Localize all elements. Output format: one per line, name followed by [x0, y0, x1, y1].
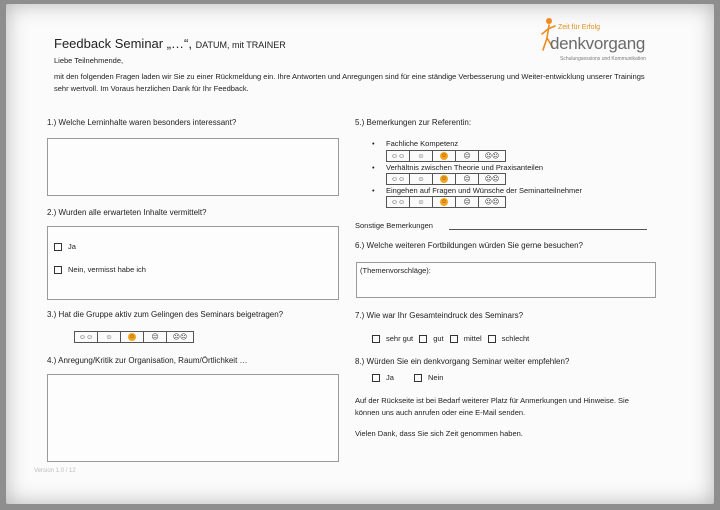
q1-label: 1.) Welche Lerninhalte waren besonders interessant? — [47, 118, 237, 127]
q2-option-nein[interactable] — [54, 265, 146, 274]
q2-checkbox-ja[interactable] — [54, 243, 62, 251]
q5-item2-rating-bad[interactable] — [456, 174, 479, 184]
q7-checkbox-mittel[interactable] — [450, 335, 458, 343]
q4-label: 4.) Anregung/Kritik zur Organisation, Raum/Örtlichkeit … — [47, 356, 248, 365]
q2-option-ja-label: Ja — [68, 242, 76, 251]
very-happy-face-icon: ☺☺ — [390, 175, 406, 183]
q5-item-theorie-praxis: • Verhältnis zwischen Theorie und Praxisanteilen — [386, 163, 543, 172]
logo-subtitle: Schulungsessions und Kommunikation — [560, 56, 646, 62]
q5-item3-rating-very-bad[interactable] — [479, 197, 505, 207]
form-title — [54, 36, 286, 51]
q2-checkbox-nein[interactable] — [54, 266, 62, 274]
q8-checkbox-nein[interactable] — [414, 374, 422, 382]
q7-option-gut[interactable] — [419, 334, 443, 343]
q5-item1-rating-neutral[interactable] — [433, 151, 456, 161]
q2-answer-box — [47, 226, 339, 300]
q8-label: 8.) Würden Sie ein denkvorgang Seminar weiter empfehlen? — [355, 357, 570, 366]
q7-options — [372, 334, 529, 343]
q7-option-schlecht-label: schlecht — [501, 334, 530, 343]
q3-rating-very-good[interactable] — [75, 332, 98, 342]
happy-face-icon: ☺ — [417, 198, 425, 206]
q5-item-fachliche-kompetenz: • Fachliche Kompetenz — [386, 139, 458, 148]
q7-label: 7.) Wie war Ihr Gesamteindruck des Seminars? — [355, 311, 524, 320]
happy-face-icon: ☺ — [417, 152, 425, 160]
very-sad-face-icon: ☹☹ — [484, 199, 500, 206]
q3-rating-very-bad[interactable] — [167, 332, 193, 342]
intro-text: mit den folgenden Fragen laden wir Sie zu einer Rückmeldung ein. Ihre Antworten und Anregungen sind für eine ständige Verbesserung und Weiter-entwicklung unserer Trainings sehr wertvoll. Im Voraus herzlichen Dank für Ihr Feedback. — [54, 72, 645, 93]
very-happy-face-icon: ☺☺ — [390, 198, 406, 206]
very-sad-face-icon: ☹☹ — [484, 153, 500, 160]
very-happy-face-icon: ☺☺ — [78, 333, 94, 341]
q5-item3-rating-neutral[interactable] — [433, 197, 456, 207]
sad-face-icon: ☹ — [463, 199, 471, 206]
q7-checkbox-schlecht[interactable] — [488, 335, 496, 343]
q7-option-sehr-gut-label: sehr gut — [386, 334, 414, 343]
sad-face-icon: ☹ — [151, 334, 159, 341]
q5-item3-rating-good[interactable] — [410, 197, 433, 207]
q5-item2-rating-neutral[interactable] — [433, 174, 456, 184]
very-happy-face-icon: ☺☺ — [390, 152, 406, 160]
q5-item-fragen-wuensche: • Eingehen auf Fragen und Wünsche der Seminarteilnehmer — [386, 186, 582, 195]
q6-label: 6.) Welche weiteren Fortbildungen würden Sie gerne besuchen? — [355, 241, 583, 250]
q3-rating-good[interactable] — [98, 332, 121, 342]
neutral-face-icon: ☺ — [128, 334, 136, 340]
q7-checkbox-gut[interactable] — [419, 335, 427, 343]
q7-option-schlecht[interactable] — [488, 334, 530, 343]
q4-answer-box[interactable] — [47, 374, 339, 462]
q5-item2-rating-very-bad[interactable] — [479, 174, 505, 184]
q7-checkbox-sehr-gut[interactable] — [372, 335, 380, 343]
very-sad-face-icon: ☹☹ — [484, 176, 500, 183]
closing-note: Auf der Rückseite ist bei Bedarf weiterer Platz für Anmerkungen und Hinweise. Sie können uns auch anrufen oder eine E-Mail senden. — [355, 396, 629, 417]
q5-item1-rating-scale[interactable] — [386, 150, 506, 162]
feedback-form-sheet — [6, 4, 714, 504]
q8-option-nein-label: Nein — [428, 373, 444, 382]
logo-name: denkvorgang — [550, 34, 645, 53]
neutral-face-icon: ☺ — [440, 176, 448, 182]
form-title-sub: DATUM, mit TRAINER — [195, 40, 286, 50]
q3-rating-bad[interactable] — [144, 332, 167, 342]
q2-option-ja[interactable] — [54, 242, 76, 251]
q5-item2-rating-good[interactable] — [410, 174, 433, 184]
neutral-face-icon: ☺ — [440, 153, 448, 159]
q5-other-remarks-label: Sonstige Bemerkungen — [355, 221, 433, 230]
q7-option-gut-label: gut — [433, 334, 444, 343]
q3-rating-scale[interactable] — [74, 331, 194, 343]
q5-item1-rating-very-good[interactable] — [387, 151, 410, 161]
q2-label: 2.) Wurden alle erwarteten Inhalte vermittelt? — [47, 208, 207, 217]
q7-option-mittel-label: mittel — [463, 334, 482, 343]
logo-tagline: Zeit für Erfolg — [558, 24, 601, 31]
happy-face-icon: ☺ — [105, 333, 113, 341]
q5-other-remarks-line[interactable] — [449, 229, 647, 230]
sad-face-icon: ☹ — [463, 153, 471, 160]
q8-option-nein[interactable] — [414, 373, 443, 382]
q8-option-ja-label: Ja — [386, 373, 394, 382]
q3-label: 3.) Hat die Gruppe aktiv zum Gelingen des Seminars beigetragen? — [47, 310, 284, 319]
q8-options — [372, 373, 443, 382]
q5-item1-rating-bad[interactable] — [456, 151, 479, 161]
q7-option-sehr-gut[interactable] — [372, 334, 413, 343]
sad-face-icon: ☹ — [463, 176, 471, 183]
q5-label: 5.) Bemerkungen zur Referentin: — [355, 118, 472, 127]
very-sad-face-icon: ☹☹ — [172, 334, 188, 341]
q5-item2-rating-scale[interactable] — [386, 173, 506, 185]
q6-box-placeholder: (Themenvorschläge): — [360, 266, 431, 275]
q5-item1-rating-very-bad[interactable] — [479, 151, 505, 161]
closing-thanks: Vielen Dank, dass Sie sich Zeit genommen haben. — [355, 429, 523, 438]
neutral-face-icon: ☺ — [440, 199, 448, 205]
q1-answer-box[interactable] — [47, 138, 339, 196]
q3-rating-neutral[interactable] — [121, 332, 144, 342]
footer-version: Version 1.0 / 12 — [34, 468, 76, 474]
q5-item2-rating-very-good[interactable] — [387, 174, 410, 184]
form-title-main: Feedback Seminar „…“, — [54, 36, 192, 51]
q5-item1-rating-good[interactable] — [410, 151, 433, 161]
q8-option-ja[interactable] — [372, 373, 394, 382]
q5-item3-rating-scale[interactable] — [386, 196, 506, 208]
q7-option-mittel[interactable] — [450, 334, 482, 343]
denkvorgang-logo — [540, 16, 660, 66]
q2-option-nein-label: Nein, vermisst habe ich — [68, 265, 146, 274]
greeting: Liebe Teilnehmende, — [54, 56, 124, 65]
happy-face-icon: ☺ — [417, 175, 425, 183]
q5-item3-rating-bad[interactable] — [456, 197, 479, 207]
q6-answer-box[interactable] — [356, 262, 656, 298]
q8-checkbox-ja[interactable] — [372, 374, 380, 382]
q5-item3-rating-very-good[interactable] — [387, 197, 410, 207]
